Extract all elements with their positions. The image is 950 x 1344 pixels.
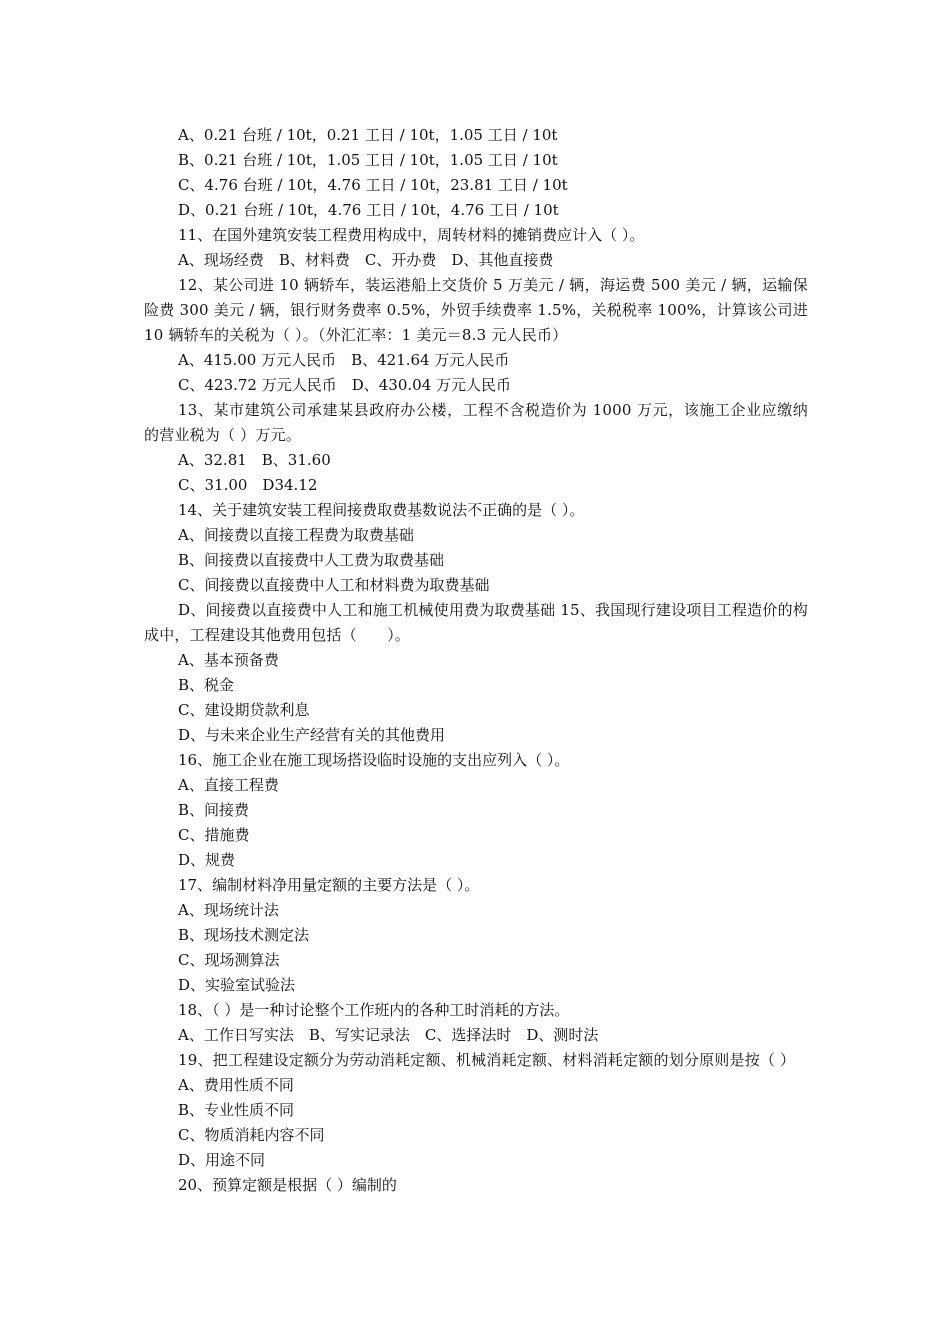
text-line: C、现场测算法 — [178, 951, 280, 969]
text-line: A、415.00 万元人民币 B、421.64 万元人民币 — [178, 351, 510, 369]
text-line: B、现场技术测定法 — [178, 926, 310, 944]
text-line: C、4.76 台班 / 10t，4.76 工日 / 10t，23.81 工日 / 10t — [178, 176, 568, 194]
text-line: D、0.21 台班 / 10t，4.76 工日 / 10t，4.76 工日 / 10t — [178, 201, 559, 219]
text-line: A、0.21 台班 / 10t，0.21 工日 / 10t，1.05 工日 / 10t — [178, 126, 558, 144]
text-line: C、措施费 — [178, 826, 250, 844]
text-line: A、32.81 B、31.60 — [178, 451, 331, 469]
text-line: A、基本预备费 — [178, 651, 279, 669]
text-line: B、间接费 — [178, 801, 250, 819]
text-line: D、与未来企业生产经营有关的其他费用 — [178, 726, 446, 744]
document-body — [144, 123, 808, 1198]
text-line: C、间接费以直接费中人工和材料费为取费基础 — [178, 576, 490, 594]
text-line: D、用途不同 — [178, 1151, 266, 1169]
text-line: C、建设期贷款利息 — [178, 701, 310, 719]
text-line: A、工作日写实法 B、写实记录法 C、选择法时 D、测时法 — [178, 1026, 599, 1044]
text-line: C、物质消耗内容不同 — [178, 1126, 325, 1144]
text-line: A、直接工程费 — [178, 776, 279, 794]
text-line: C、31.00 D34.12 — [178, 476, 318, 494]
text-line: A、费用性质不同 — [178, 1076, 294, 1094]
question-paragraph: 19、把工程建设定额分为劳动消耗定额、机械消耗定额、材料消耗定额的划分原则是按（ ） — [178, 1051, 796, 1069]
text-line: 16、施工企业在施工现场搭设临时设施的支出应列入（ ）。 — [178, 751, 570, 769]
text-line: A、间接费以直接工程费为取费基础 — [178, 526, 414, 544]
question-paragraph: 13、某市建筑公司承建某县政府办公楼，工程不含税造价为 1000 万元，该施工企业应缴纳的营业税为（ ）万元。 — [144, 401, 808, 444]
text-line: 18、（ ）是一种讨论整个工作班内的各种工时消耗的方法。 — [178, 1001, 570, 1019]
text-line: 17、编制材料净用量定额的主要方法是（ ）。 — [178, 876, 480, 894]
question-paragraph: D、间接费以直接费中人工和施工机械使用费为取费基础 15、我国现行建设项目工程造价的构成中，工程建设其他费用包括（ ）。 — [144, 601, 808, 644]
text-line: D、实验室试验法 — [178, 976, 296, 994]
question-paragraph: 12、某公司进 10 辆轿车，装运港船上交货价 5 万美元 / 辆，海运费 500 美元 / 辆，运输保险费 300 美元 / 辆，银行财务费率 0.5%，外贸手续费率 1.5%，关税税率 100%，计算该公司进 10 辆轿车的关税为（ ）。（外汇汇率：1 美元＝8.3 元人民币） — [144, 276, 808, 344]
text-line: B、0.21 台班 / 10t，1.05 工日 / 10t，1.05 工日 / 10t — [178, 151, 558, 169]
text-line: 14、关于建筑安装工程间接费取费基数说法不正确的是（ ）。 — [178, 501, 585, 519]
text-line: B、税金 — [178, 676, 235, 694]
text-line: B、专业性质不同 — [178, 1101, 295, 1119]
text-line: 11、在国外建筑安装工程费用构成中，周转材料的摊销费应计入（ ）。 — [178, 226, 645, 244]
text-line: 20、预算定额是根据（ ）编制的 — [178, 1176, 397, 1194]
text-line: A、现场经费 B、材料费 C、开办费 D、其他直接费 — [178, 251, 554, 269]
text-line: A、现场统计法 — [178, 901, 279, 919]
text-line: C、423.72 万元人民币 D、430.04 万元人民币 — [178, 376, 512, 394]
text-line: D、规费 — [178, 851, 236, 869]
text-line: B、间接费以直接费中人工费为取费基础 — [178, 551, 445, 569]
